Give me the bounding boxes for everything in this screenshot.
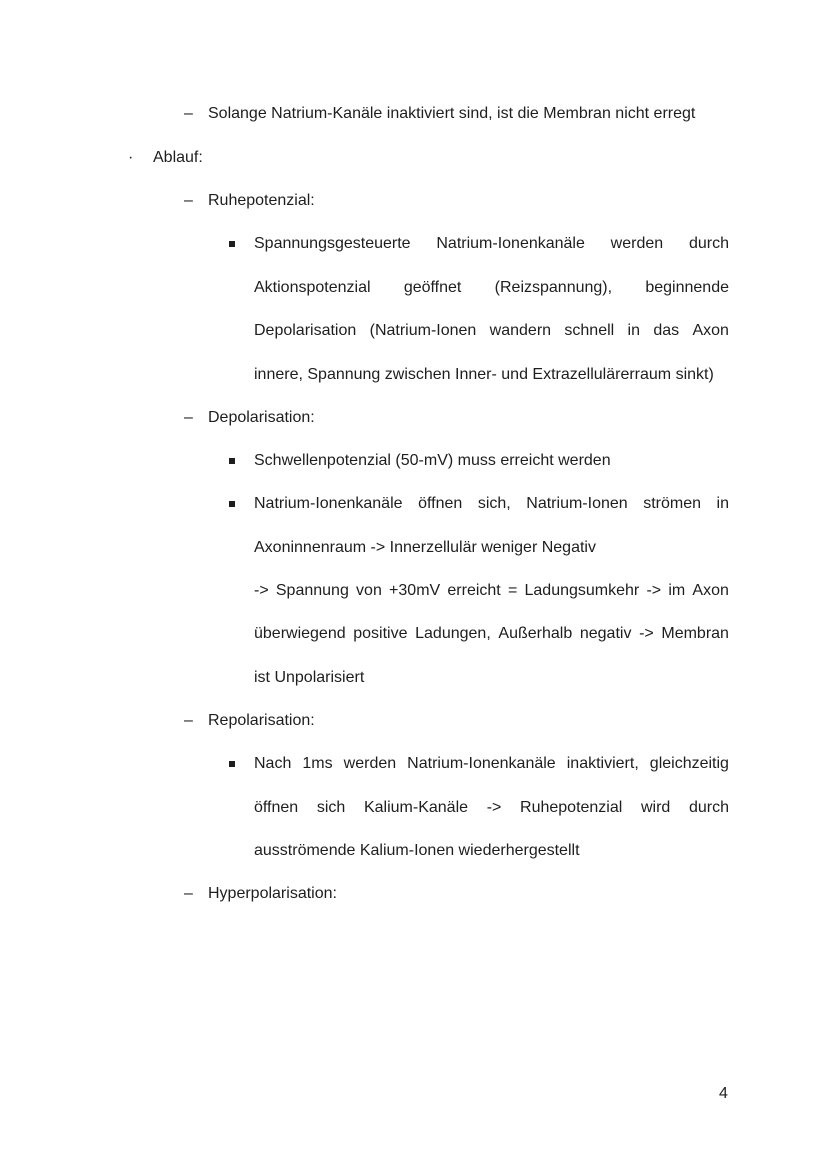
dash-marker: – [184, 409, 193, 426]
text-line: Schwellenpotenzial (50-mV) muss erreicht werden [254, 452, 611, 469]
repolarisation-heading: Repolarisation: [208, 712, 315, 729]
dash-marker: – [184, 712, 193, 729]
intro-line: Solange Natrium-Kanäle inaktiviert sind, ist die Membran nicht erregt [208, 105, 696, 122]
text-line: Axoninnenraum -> Innerzellulär weniger Negativ [254, 539, 596, 556]
dot-marker: · [128, 149, 134, 166]
text-line: öffnen sich Kalium-Kanäle -> Ruhepotenzial wird durch [254, 799, 729, 816]
text-line: Natrium-Ionenkanäle öffnen sich, Natrium-Ionen strömen in [254, 495, 729, 512]
ruhepotenzial-heading: Ruhepotenzial: [208, 192, 315, 209]
text-line: ausströmende Kalium-Ionen wiederhergestellt [254, 842, 580, 859]
square-bullet [229, 761, 235, 767]
text-line: ist Unpolarisiert [254, 669, 365, 686]
hyperpolarisation-heading: Hyperpolarisation: [208, 885, 337, 902]
text-line: Nach 1ms werden Natrium-Ionenkanäle inaktiviert, gleichzeitig [254, 755, 729, 772]
ablauf-heading: Ablauf: [153, 149, 203, 166]
dash-marker: – [184, 192, 193, 209]
square-bullet [229, 501, 235, 507]
text-line: -> Spannung von +30mV erreicht = Ladungsumkehr -> im Axon [254, 582, 729, 599]
square-bullet [229, 458, 235, 464]
text-line: innere, Spannung zwischen Inner- und Extrazellulärerraum sinkt) [254, 366, 714, 383]
text-line: Aktionspotenzial geöffnet (Reizspannung), beginnende [254, 279, 729, 296]
dash-marker: – [184, 885, 193, 902]
text-line: überwiegend positive Ladungen, Außerhalb negativ -> Membran [254, 625, 729, 642]
text-line: Depolarisation (Natrium-Ionen wandern schnell in das Axon [254, 322, 729, 339]
page-number: 4 [719, 1085, 728, 1102]
depolarisation-heading: Depolarisation: [208, 409, 315, 426]
text-line: Spannungsgesteuerte Natrium-Ionenkanäle werden durch [254, 235, 729, 252]
square-bullet [229, 241, 235, 247]
dash-marker: – [184, 105, 193, 122]
